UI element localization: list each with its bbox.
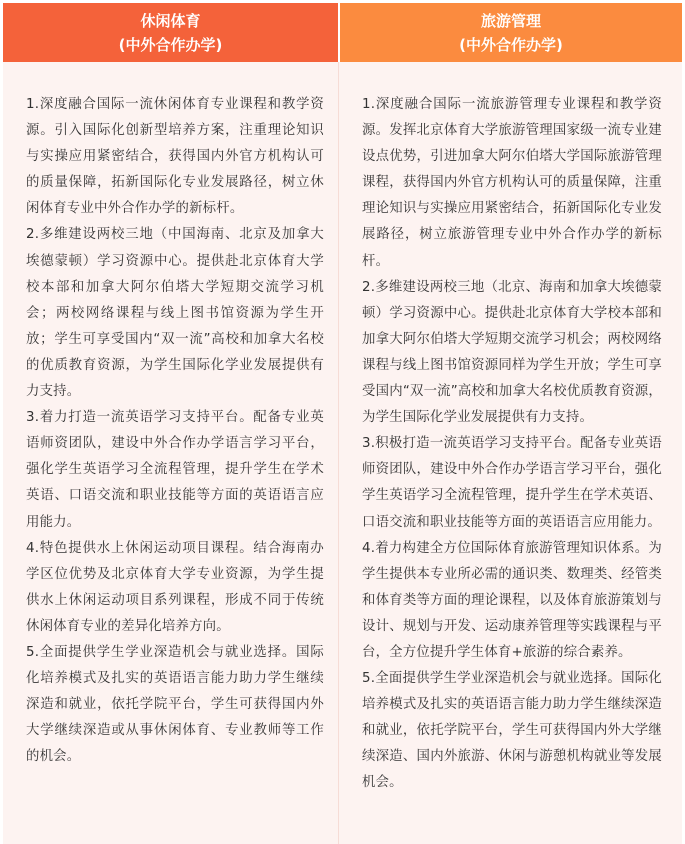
header-subtitle: (中外合作办学) [459,35,563,54]
feature-item: 2.多维建设两校三地（北京、海南和加拿大埃德蒙顿）学习资源中心。提供赴北京体育大学校本部和加拿大阿尔伯塔大学短期交流学习机会；两校网络课程与线上图书馆资源同样为学生开放；学生可享受国内“双一流”高校和加拿大名校优质教育资源，为学生国际化学业发展提供有力支持。 [362,279,662,426]
feature-item: 2.多维建设两校三地（中国海南、北京及加拿大埃德蒙顿）学习资源中心。提供赴北京体育大学校本部和加拿大阿尔伯塔大学短期交流学习机会；两校网络课程与线上图书馆资源为学生开放；学生可享受国内“双一流”高校和加拿大名校的优质教育资源，为学生国际化学业发展提供有力支持。 [26,227,324,400]
header-title: 旅游管理 [480,11,541,30]
feature-item: 1.深度融合国际一流休闲体育专业课程和教学资源。引入国际化创新型培养方案，注重理论知识与实操应用紧密结合，获得国内外官方机构认可的质量保障，拓新国际化专业发展路径，树立休闲体育专业中外合作办学的新标杆。 [26,97,324,217]
header-leisure-sports [3,3,338,62]
program-comparison-table [3,3,682,844]
header-tourism-management [340,3,682,62]
header-title: 休闲体育 [140,11,201,30]
leisure-sports-features [3,62,338,844]
feature-item: 1.深度融合国际一流旅游管理专业课程和教学资源。发挥北京体育大学旅游管理国家级一流专业建设点优势，引进加拿大阿尔伯塔大学国际旅游管理课程，获得国内外官方机构认可的质量保障，注重理论知识与实操应用紧密结合，拓新国际化专业发展路径，树立旅游管理专业中外合作办学的新标杆。 [362,97,662,269]
feature-item: 4.着力构建全方位国际体育旅游管理知识体系。为学生提供本专业所必需的通识类、数理类、经管类和体育类等方面的理论课程，以及体育旅游策划与设计、规划与开发、运动康养管理等实践课程与平台，全方位提升学生体育+旅游的综合素养。 [362,540,662,660]
feature-item: 5.全面提供学生学业深造机会与就业选择。国际化培养模式及扎实的英语语言能力助力学生继续深造和就业，依托学院平台，学生可获得国内外大学继续深造、国内外旅游、休闲与游憩机构就业等发展机会。 [362,671,662,791]
feature-item: 3.着力打造一流英语学习支持平台。配备专业英语师资团队，建设中外合作办学语言学习平台，强化学生英语学习全流程管理，提升学生在学术英语、口语交流和职业技能等方面的英语语言应用能力。 [26,410,324,530]
tourism-management-features [338,62,682,844]
feature-item: 4.特色提供水上休闲运动项目课程。结合海南办学区位优势及北京体育大学专业资源，为学生提供水上休闲运动项目系列课程，形成不同于传统休闲体育专业的差异化培养方向。 [26,540,324,634]
header-subtitle: (中外合作办学) [118,35,223,54]
feature-item: 3.积极打造一流英语学习支持平台。配备专业英语师资团队，建设中外合作办学语言学习平台，强化学生英语学习全流程管理，提升学生在学术英语、口语交流和职业技能等方面的英语语言应用能力。 [362,436,662,530]
feature-item: 5.全面提供学生学业深造机会与就业选择。国际化培养模式及扎实的英语语言能力助力学生继续深造和就业，依托学院平台，学生可获得国内外大学继续深造或从事休闲体育、专业教师等工作的机会。 [26,644,324,765]
